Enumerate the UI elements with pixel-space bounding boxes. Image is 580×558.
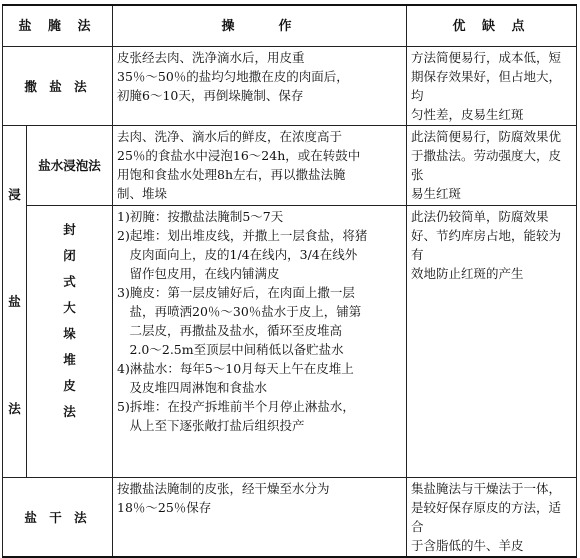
operation-cell: 1)初腌：按撒盐法腌制5～7天 2)起堆：划出堆皮线，并撒上一层食盐，将猪 皮肉面向上，皮的1/4在线内，3/4在线外 留作包皮用，在线内铺满皮 3)腌皮：第一层皮铺好后，在肉面上撒一层 盐，再喷洒20％～30％盐水于皮上，铺第 二层皮，再撒盐及盐水，循环至皮堆高 2.0～2.5m至顶层中间稍低以备贮盐水 4)淋盐水：每年5～10月每天上午在皮堆上 及皮堆四周淋饱和食盐水 5)拆堆：在投产拆堆前半个月停止淋盐水， 从上至下逐张敞打盐后组织投产	[113, 206, 407, 478]
method-name: 撒 盐 法	[3, 47, 113, 126]
group-char: 浸	[8, 187, 21, 202]
pros-cons-cell: 集盐腌法与干燥法于一体， 是较好保存原皮的方法，适合 于含脂低的牛、羊皮	[407, 478, 577, 558]
table-row	[3, 47, 577, 126]
header-method: 盐 腌 法	[3, 5, 113, 47]
table-row	[3, 206, 577, 478]
header-operation: 操 作	[113, 5, 407, 47]
pros-cons-cell: 此法仍较简单，防腐效果 好、节约库房占地，能较为有 效地防止红斑的产生	[407, 206, 577, 478]
operation-cell: 去肉、洗净、滴水后的鲜皮，在浓度高于 25％的食盐水中浸泡16～24h，或在转鼓中 用饱和食盐水处理8h左右，再以撒盐法腌 制、堆垛	[113, 126, 407, 206]
operation-cell: 皮张经去肉、洗净滴水后，用皮重 35％～50％的盐均匀地撒在皮的肉面后， 初腌6～10天，再倒垛腌制、保存	[113, 47, 407, 126]
pros-cons-cell: 此法简便易行，防腐效果优 于撒盐法。劳动强度大，皮张 易生红斑	[407, 126, 577, 206]
group-label	[3, 126, 27, 478]
method-name: 盐 干 法	[3, 478, 113, 558]
header-row	[3, 5, 577, 47]
header-pros-cons: 优 缺 点	[407, 5, 577, 47]
method-name-vertical	[27, 206, 113, 478]
group-char: 法	[8, 401, 21, 416]
table-row	[3, 478, 577, 558]
operation-cell: 按撒盐法腌制的皮张，经干燥至水分为 18％～25％保存	[113, 478, 407, 558]
method-name: 盐水浸泡法	[27, 126, 113, 206]
method-name: 封 闭 式 大 垛 堆 皮 法	[63, 222, 76, 419]
pros-cons-cell: 方法简便易行，成本低，短 期保存效果好，但占地大，均 匀性差，皮易生红斑	[407, 47, 577, 126]
group-char: 盐	[8, 294, 21, 309]
table-row	[3, 126, 577, 206]
salting-methods-table	[2, 4, 577, 558]
